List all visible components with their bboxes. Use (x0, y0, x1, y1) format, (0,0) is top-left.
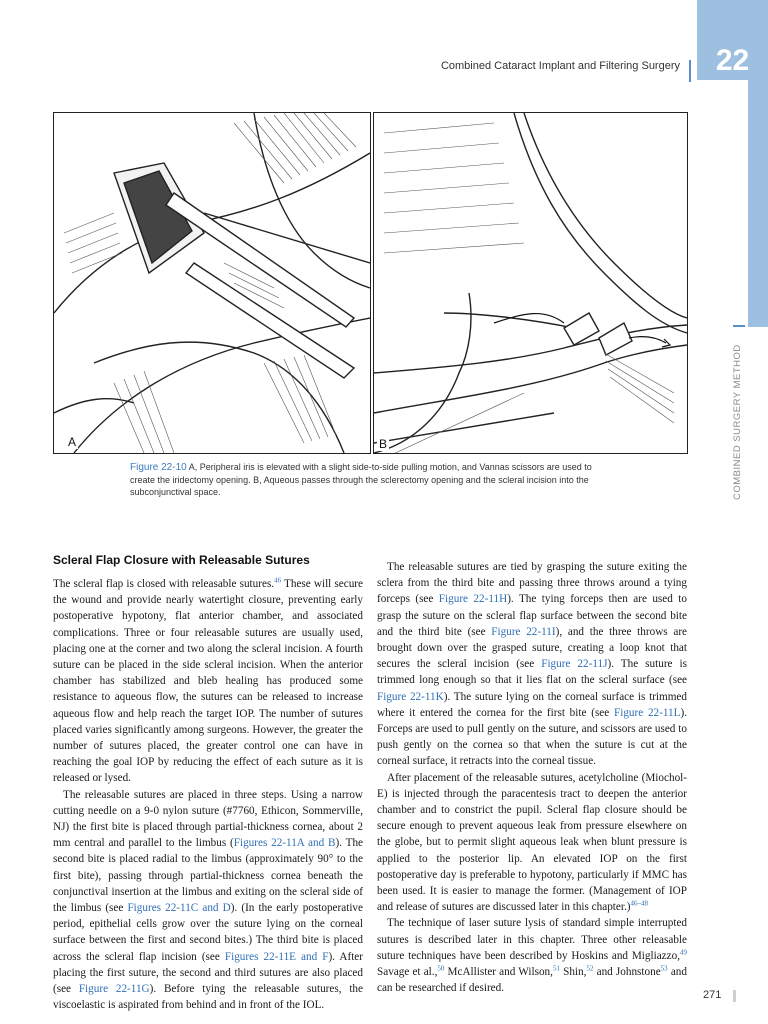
figure-panel-a (53, 112, 371, 454)
reference-citation[interactable]: 52 (586, 964, 594, 973)
section-heading: Scleral Flap Closure with Releasable Sutures (53, 553, 310, 567)
right-paragraph-2 (377, 770, 687, 916)
panel-a-label: A (68, 435, 77, 449)
text-run: ). The suture is trimmed long enough so that it lies flat on the scleral surface (see (377, 658, 687, 687)
reference-citation[interactable]: 51 (552, 964, 560, 973)
figure-link[interactable]: Figure 22-11K (377, 690, 444, 703)
reference-citation[interactable]: 46 (274, 576, 282, 585)
side-tab-label: COMBINED SURGERY METHOD (732, 344, 743, 500)
aqueous-flow-illustration (374, 113, 687, 453)
reference-citation[interactable]: 53 (660, 964, 668, 973)
text-run: and Johnstone (593, 966, 661, 979)
side-tab-bar (748, 80, 768, 327)
figure-link[interactable]: Figures 22-11E and F (224, 950, 329, 963)
right-column (377, 559, 687, 996)
left-paragraph-1 (53, 576, 363, 787)
text-run: ). The suture lying on the corneal surface is trimmed where it entered the cornea for the first bite (see (377, 690, 687, 719)
header-rule (689, 60, 691, 82)
text-run: These will secure the wound and provide nearly watertight closure, preventing early postoperative hypotony, flat anterior chamber, and associated complications. Three or four releasable sutures are usually used, placing one at the corner and two along the scleral incision. A fourth suture can be placed in the side scleral incision. When the anterior chamber has stabilized and bleb healing has produced some resistance to aqueous flow, the sutures can be released to increase aqueous flow and help reach the target IOP. The number of sutures placed varies significantly among surgeons. However, the greater the number of sutures placed, the greater control one can have in reaching the goal IOP by reducing the effect of each suture as it is released or lysed. (53, 578, 363, 785)
running-head-title: Combined Cataract Implant and Filtering Surgery (440, 60, 680, 72)
folio-bar (733, 990, 736, 1002)
text-run: Shin, (559, 966, 587, 979)
side-tab-marker (733, 325, 745, 327)
figure-link[interactable]: Figure 22-11L (613, 706, 681, 719)
figure-panel-b (373, 112, 688, 454)
iridectomy-illustration (54, 113, 370, 453)
right-paragraph-1 (377, 559, 687, 770)
figure-link[interactable]: Figure 22-11J (541, 658, 608, 671)
reference-citation[interactable]: 46–48 (630, 899, 648, 908)
text-run: The releasable sutures are placed in three steps. Using a narrow cutting needle on a 9-0 nylon suture (#7760, Ethicon, Sommerville, NJ) the first bite is placed through partial-thickness cornea, about 2 mm central and parallel to the limbus ( (53, 788, 363, 850)
text-run: and can be researched if desired. (377, 966, 687, 995)
panel-b-label: B (379, 437, 388, 451)
right-paragraph-3 (377, 915, 687, 996)
text-run: ). The second bite is placed radial to the limbus (approximately 90° to the first bite), passing through partial-thickness cornea beneath the conjunctival insertion at the limbus and exiting on the scleral side of the limbus (see (53, 837, 364, 915)
figure-link[interactable]: Figures 22-11A and B (233, 837, 336, 850)
text-run: The releasable sutures are tied by grasping the suture exiting the sclera from the third bite and passing three throws around a tying forceps (see (377, 561, 687, 606)
text-run: McAllister and Wilson, (444, 966, 553, 979)
page-number: 271 (703, 989, 722, 1001)
text-run: Savage et al., (377, 966, 438, 979)
reference-citation[interactable]: 50 (437, 964, 445, 973)
figure-link[interactable]: Figure 22-11I (491, 625, 556, 638)
caption-text: A, Peripheral iris is elevated with a slight side-to-side pulling motion, and Vannas scissors are used to create the iridectomy opening. B, Aqueous passes through the sclerectomy opening and the scleral incision into the subconjunctival space. (130, 462, 592, 497)
text-run: ), and the three throws are brought down over the grasped suture, creating a loop knot that secures the scleral incision (see (377, 625, 688, 671)
text-run: ). Forceps are used to pull gently on the suture, and scissors are used to push gently on the cornea so that when the suture is cut at the corneal surface, it retracts into the corneal tissue. (377, 706, 687, 768)
figure-22-10 (53, 112, 687, 452)
text-run: ). The tying forceps then are used to grasp the suture on the scleral flap surface between the second bite and the third bite (see (377, 593, 687, 638)
caption-label: Figure 22-10 (130, 462, 187, 473)
left-paragraph-2 (53, 787, 363, 1014)
left-column (53, 553, 363, 1013)
figure-link[interactable]: Figure 22-11G (78, 983, 150, 996)
text-run: After placement of the releasable sutures, acetylcholine (Miochol-E) is injected through the paracentesis tract to deepen the anterior chamber and to constrict the pupil. Scleral flap closure should be secure enough to prevent aqueous leak from pressure elsewhere on the globe, but to permit slight aqueous leak when blunt pressure is applied to the posterior lip. An elevated IOP on the first postoperative day is preferable to hypotony, particularly if MMC has been used. It is easier to manage the former. (Management of IOP and release of sutures are discussed later in this chapter.) (377, 771, 687, 914)
figure-link[interactable]: Figures 22-11C and D (127, 902, 231, 915)
figure-link[interactable]: Figure 22-11H (438, 593, 508, 606)
text-run: The technique of laser suture lysis of standard simple interrupted sutures is described later in this chapter. Three other releasable suture techniques have been described by Hoskins and Migliazzo, (377, 917, 687, 962)
reference-citation[interactable]: 49 (680, 948, 687, 957)
text-run: ). After placing the first suture, the second and third sutures are also placed (see (53, 950, 363, 996)
chapter-number: 22 (715, 44, 750, 77)
figure-caption (130, 461, 615, 498)
text-run: ). (In the early postoperative period, epithelial cells grow over the suture lying on the corneal surface between the first and second bites.) The third bite is placed across the scleral flap incision (see (53, 902, 363, 963)
text-run: The scleral flap is closed with releasable sutures. (53, 578, 275, 590)
text-run: ). Before tying the releasable sutures, the viscoelastic is aspirated from behind and in front of the IOL. (53, 983, 363, 1012)
